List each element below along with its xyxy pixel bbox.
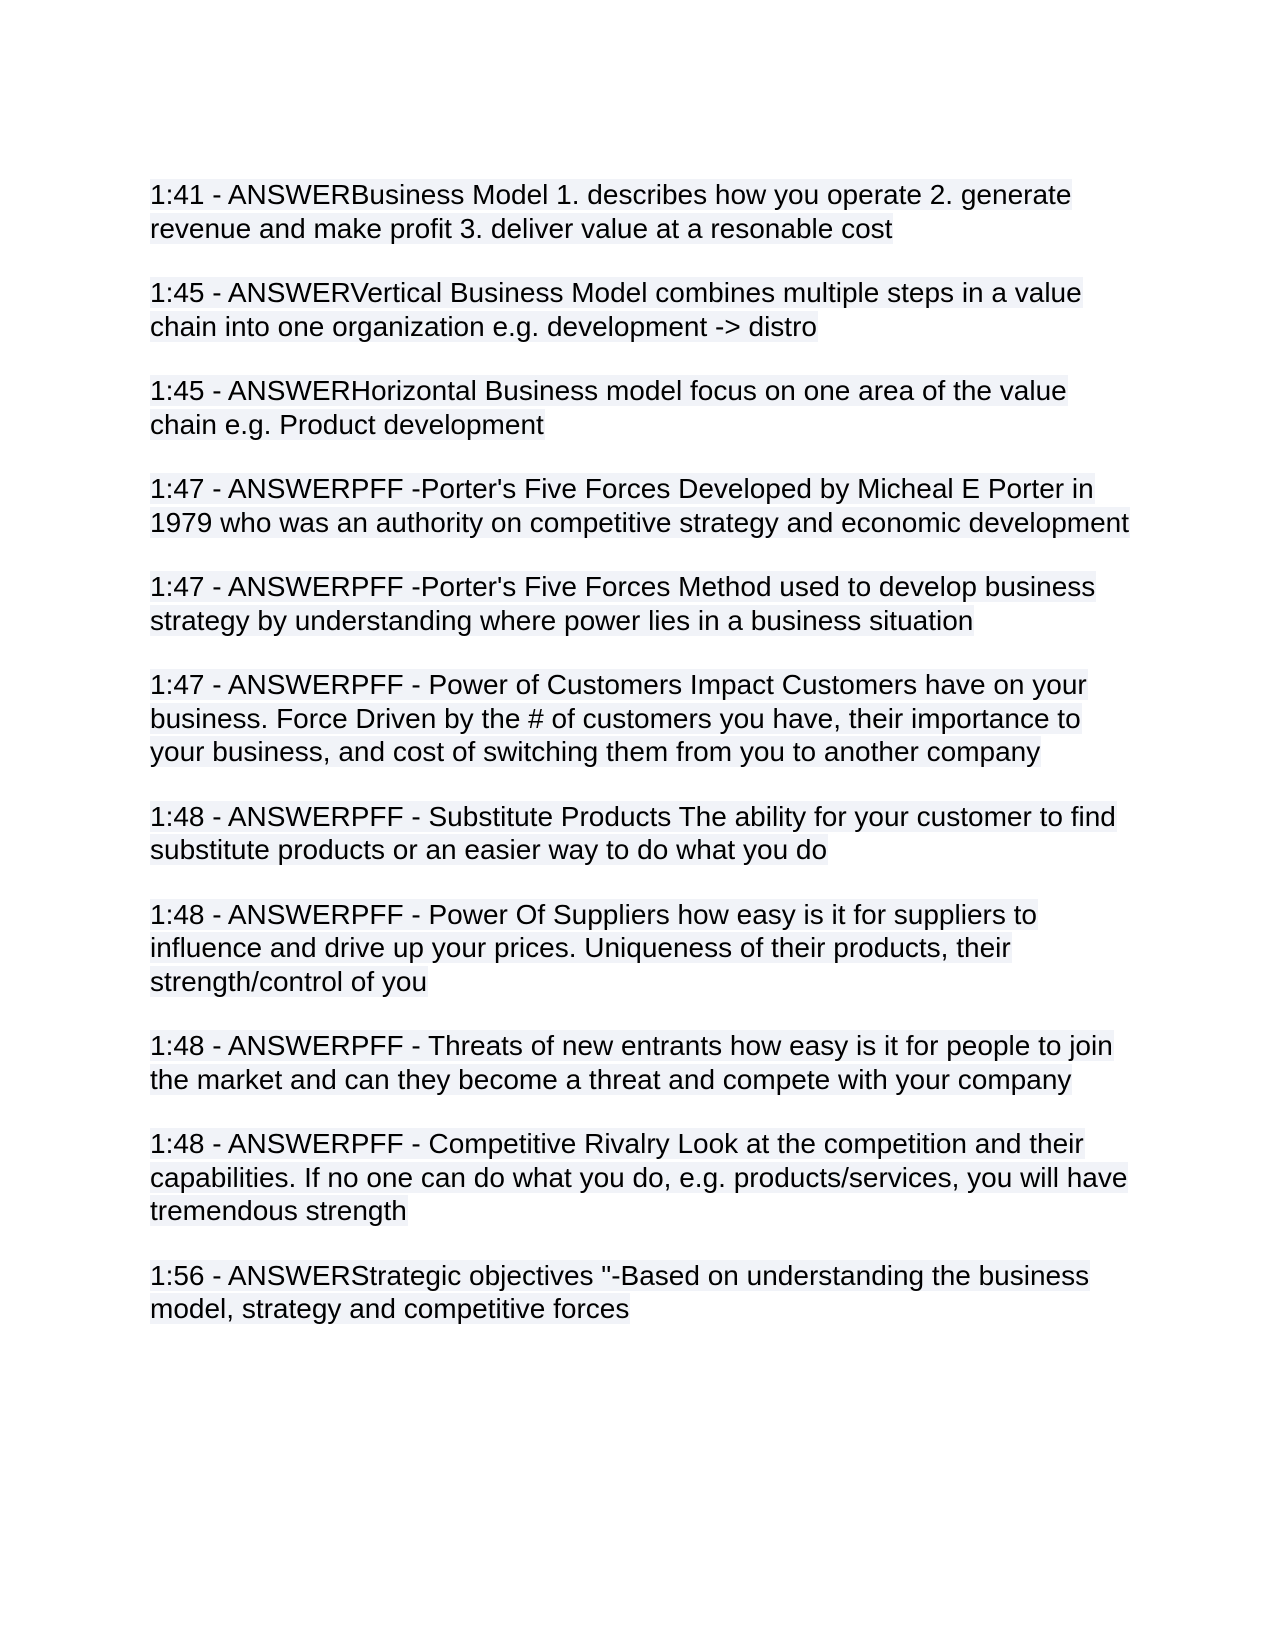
answer-entry (150, 472, 1135, 539)
answer-entry (150, 374, 1135, 441)
answer-entry-text: 1:47 - ANSWERPFF -Porter's Five Forces Developed by Micheal E Porter in 1979 who was an authority on competitive strategy and economic development (150, 473, 1130, 538)
answer-entry-text: 1:45 - ANSWERHorizontal Business model focus on one area of the value chain e.g. Product development (150, 375, 1067, 440)
answer-entry-text: 1:47 - ANSWERPFF - Power of Customers Impact Customers have on your business. Force Driven by the # of customers you have, their importance to your business, and cost of switching them from you to another company (150, 669, 1087, 767)
answer-entry-text: 1:47 - ANSWERPFF -Porter's Five Forces Method used to develop business strategy by understanding where power lies in a business situation (150, 571, 1096, 636)
answer-entry (150, 1127, 1135, 1228)
answer-entry-text: 1:48 - ANSWERPFF - Power Of Suppliers how easy is it for suppliers to influence and drive up your prices. Uniqueness of their products, their strength/control of you (150, 898, 1037, 997)
answer-entry (150, 800, 1135, 867)
answer-entry-text: 1:48 - ANSWERPFF - Threats of new entrants how easy is it for people to join the market and can they become a threat and compete with your company (150, 1030, 1113, 1095)
answer-entry (150, 898, 1135, 999)
answer-entry-text: 1:56 - ANSWERStrategic objectives "-Based on understanding the business model, strategy and competitive forces (150, 1259, 1090, 1324)
answer-entry (150, 1259, 1135, 1326)
answer-entry (150, 668, 1135, 769)
answer-entry-text: 1:45 - ANSWERVertical Business Model combines multiple steps in a value chain into one organization e.g. development -> distro (150, 277, 1082, 342)
answer-entry (150, 1029, 1135, 1096)
answer-entry (150, 570, 1135, 637)
answer-entry-text: 1:41 - ANSWERBusiness Model 1. describes how you operate 2. generate revenue and make profit 3. deliver value at a resonable cost (150, 179, 1072, 244)
answer-entry-text: 1:48 - ANSWERPFF - Substitute Products The ability for your customer to find substitute products or an easier way to do what you do (150, 800, 1116, 865)
document-body (150, 178, 1135, 1357)
answer-entry-text: 1:48 - ANSWERPFF - Competitive Rivalry Look at the competition and their capabilities. If no one can do what you do, e.g. products/services, you will have tremendous strength (150, 1128, 1128, 1226)
answer-entry (150, 276, 1135, 343)
answer-entry (150, 178, 1135, 245)
